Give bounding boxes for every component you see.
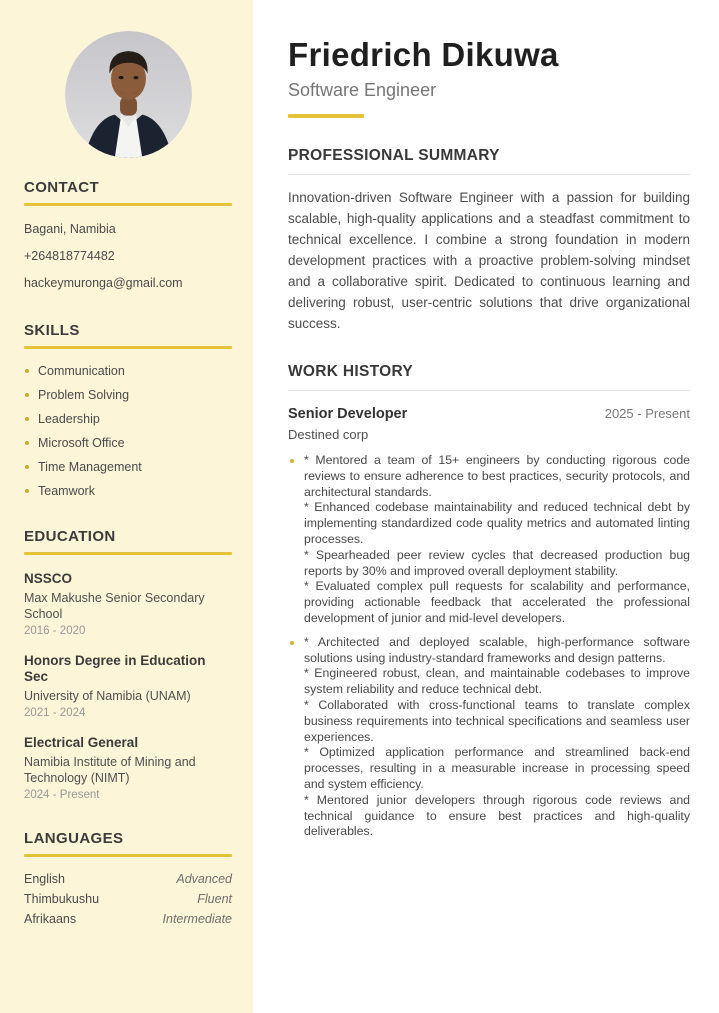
job-dates: 2025 - Present (604, 406, 690, 421)
job-header (288, 406, 690, 422)
skill-item: Communication (24, 364, 232, 379)
job-bullet-line: * Mentored junior developers through rigorous code reviews and technical guidance to ensure best practices and high-quality deliverables. (304, 792, 690, 839)
skills-list (24, 364, 232, 499)
job-bullet-list (288, 453, 690, 840)
education-degree: Honors Degree in Education Sec (24, 653, 206, 684)
skill-item: Time Management (24, 460, 232, 475)
contact-section (24, 179, 232, 293)
education-underline (24, 552, 232, 555)
job-bullet-line: * Mentored a team of 15+ engineers by conducting rigorous code reviews to ensure adherence to best practices, security protocols, and architectural standards. (304, 453, 690, 499)
skill-item: Leadership (24, 412, 232, 427)
language-row (24, 892, 232, 906)
education-school: University of Namibia (UNAM) (24, 689, 191, 703)
education-item (24, 571, 232, 637)
job-bullet-line: * Evaluated complex pull requests for scalability and performance, providing actionable feedback that accelerated the professional development of junior and mid-level developers. (304, 579, 690, 625)
language-name: Thimbukushu (24, 892, 100, 906)
education-dates: 2016 - 2020 (24, 625, 86, 637)
contact-phone: +264818774482 (24, 249, 115, 263)
job-entry (288, 406, 690, 840)
language-row (24, 872, 232, 886)
education-list (24, 571, 232, 801)
job-title-subtitle: Software Engineer (288, 80, 437, 100)
sidebar (0, 0, 253, 1013)
language-name: English (24, 872, 65, 886)
skills-heading: SKILLS (24, 322, 80, 339)
person-name: Friedrich Dikuwa (288, 36, 559, 73)
language-name: Afrikaans (24, 912, 77, 926)
job-bullet-line: * Architected and deployed scalable, high-performance software solutions using industry-standard frameworks and design patterns. (304, 634, 690, 665)
contact-email: hackeymuronga@gmail.com (24, 276, 183, 290)
languages-list (24, 872, 232, 926)
work-history-heading: WORK HISTORY (288, 363, 690, 391)
education-dates: 2024 - Present (24, 789, 100, 801)
skill-item: Microsoft Office (24, 436, 232, 451)
summary-text: Innovation-driven Software Engineer with a passion for building scalable, high-quality applications and a steadfast commitment to technical excellence. I combine a strong foundation in modern development practices with a proactive problem-solving mindset and a collaborative spirit. Dedicated to continuous learning and delivering robust, user-centric solutions that drive organizational success. (288, 190, 690, 331)
languages-underline (24, 854, 232, 857)
education-degree: NSSCO (24, 571, 73, 586)
profile-photo (65, 31, 192, 158)
education-heading: EDUCATION (24, 528, 116, 545)
job-bullet-group (288, 453, 690, 627)
language-level: Advanced (176, 872, 232, 886)
language-level: Fluent (197, 892, 232, 906)
education-degree: Electrical General (24, 735, 139, 750)
job-bullet-line: * Optimized application performance and streamlined back-end processes, resulting in a measurable increase in processing speed and system efficiency. (304, 745, 690, 791)
main-content (253, 0, 719, 1013)
job-position-title: Senior Developer (288, 406, 408, 422)
job-bullet-line: * Collaborated with cross-functional teams to translate complex business requirements into technical specifications and seamless user experiences. (304, 697, 690, 744)
education-section (24, 528, 232, 801)
skills-underline (24, 346, 232, 349)
work-history-section (288, 363, 690, 840)
skill-item: Teamwork (24, 484, 232, 499)
profile-photo-illustration (65, 31, 192, 158)
skills-section (24, 322, 232, 499)
job-bullet-line: * Spearheaded peer review cycles that decreased production bug reports by 30% and improved overall deployment stability. (304, 547, 690, 578)
skill-item: Problem Solving (24, 388, 232, 403)
language-row (24, 912, 232, 926)
job-bullet-line: * Enhanced codebase maintainability and reduced technical debt by implementing standardized code quality metrics and automated linting processes. (304, 500, 690, 546)
education-item (24, 735, 232, 801)
contact-underline (24, 203, 232, 206)
job-bullet-line: * Engineered robust, clean, and maintainable codebases to improve system reliability and reduce technical debt. (304, 666, 690, 697)
contact-location: Bagani, Namibia (24, 222, 116, 236)
education-item (24, 653, 232, 719)
education-school: Max Makushe Senior Secondary School (24, 591, 205, 621)
education-dates: 2021 - 2024 (24, 707, 86, 719)
language-level: Intermediate (162, 912, 232, 926)
languages-section (24, 830, 232, 926)
accent-bar (288, 114, 364, 118)
education-school: Namibia Institute of Mining and Technology (NIMT) (24, 755, 196, 785)
job-company: Destined corp (288, 427, 369, 442)
summary-section (288, 147, 690, 334)
job-bullet-group (288, 635, 690, 840)
languages-heading: LANGUAGES (24, 830, 124, 847)
summary-heading: PROFESSIONAL SUMMARY (288, 147, 690, 175)
contact-heading: CONTACT (24, 179, 100, 196)
